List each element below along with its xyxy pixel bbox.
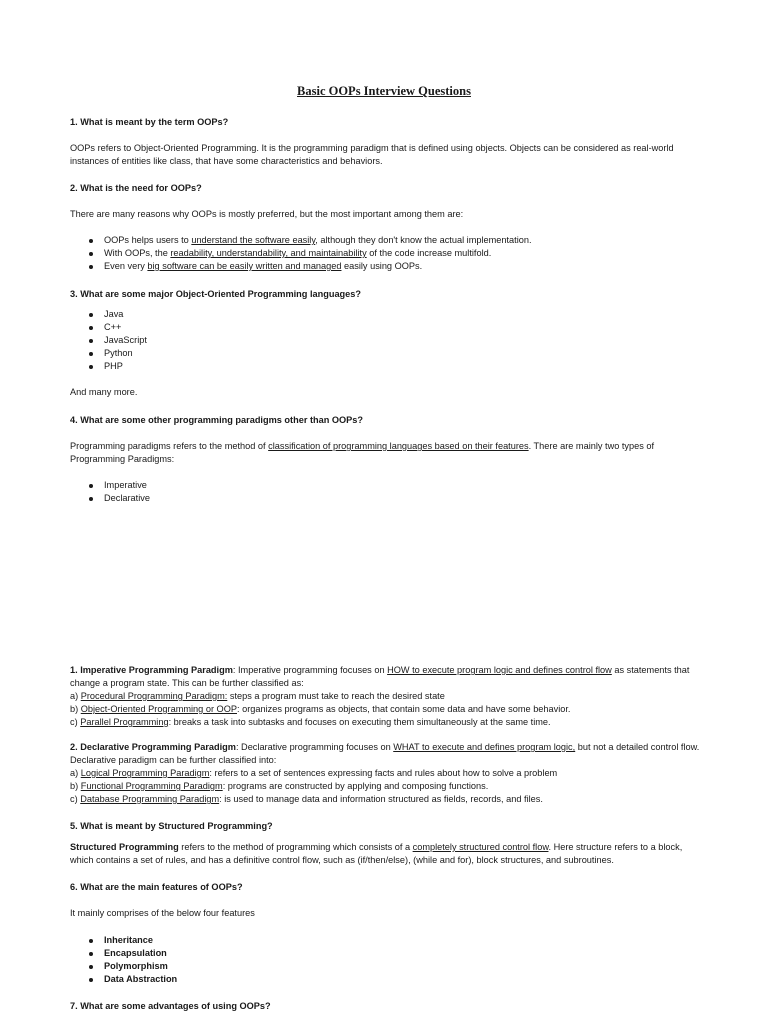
link[interactable]: Database Programming Paradigm [80, 794, 220, 804]
answer-4-intro: Programming paradigms refers to the method of classification of programming languages based on their features. There are mainly two types of Programming Paradigms: [70, 441, 655, 464]
question-2: 2. What is the need for OOPs? [70, 183, 202, 193]
list-item: Encapsulation [70, 947, 370, 960]
page-title: Basic OOPs Interview Questions [297, 84, 471, 98]
link[interactable]: big software can be easily written and managed [147, 261, 342, 271]
list-item: PHP [70, 360, 370, 373]
need-for-oops-list [70, 234, 700, 273]
list-item: OOPs helps users to understand the software easily, although they don't know the actual implementation. [70, 234, 700, 247]
list-item: Data Abstraction [70, 973, 370, 986]
answer-2-intro: There are many reasons why OOPs is mostly preferred, but the most important among them are: [70, 209, 464, 219]
link[interactable]: understand the software easily [191, 235, 316, 245]
link[interactable]: readability, understandability, and maintainability [170, 248, 367, 258]
question-3: 3. What are some major Object-Oriented Programming languages? [70, 289, 362, 299]
question-6: 6. What are the main features of OOPs? [70, 882, 243, 892]
imperative-paradigm-section: 1. Imperative Programming Paradigm: Imperative programming focuses on HOW to execute program logic and defines control flow as statements that change a program state. This can be further classified as: a) Procedural Programming Paradigm: steps a program must take to reach the desired state b) Object-Oriented Programming or OOP: organizes programs as objects, that contain some data and have some behavior. c) Parallel Programming: breaks a task into subtasks and focuses on executing them simultaneously at the same time. [70, 665, 690, 727]
list-item: Even very big software can be easily written and managed easily using OOPs. [70, 260, 700, 273]
link[interactable]: classification of programming languages based on their features [268, 441, 529, 451]
answer-5: Structured Programming refers to the method of programming which consists of a completely structured control flow. Here structure refers to a block, which contains a set of rules, and has a definitive control flow, such as (if/then/else), (while and for), block structures, and subroutines. [70, 842, 683, 865]
list-item: Inheritance [70, 934, 370, 947]
list-item: Polymorphism [70, 960, 370, 973]
languages-list [70, 308, 370, 373]
languages-outro: And many more. [70, 387, 138, 397]
list-item: Python [70, 347, 370, 360]
link[interactable]: HOW to execute program logic and defines control flow [387, 665, 612, 675]
answer-1: OOPs refers to Object-Oriented Programming. It is the programming paradigm that is defined using objects. Objects can be considered as real-world instances of entities like class, that have some characteristics and behaviors. [70, 143, 674, 166]
list-item: Java [70, 308, 370, 321]
answer-6-intro: It mainly comprises of the below four features [70, 908, 255, 918]
question-1: 1. What is meant by the term OOPs? [70, 117, 229, 127]
link[interactable]: Parallel Programming [80, 717, 169, 727]
link[interactable]: Logical Programming Paradigm [80, 768, 210, 778]
link[interactable]: Object-Oriented Programming or OOP [80, 704, 237, 714]
link[interactable]: WHAT to execute and defines program logic, [393, 742, 576, 752]
list-item: Imperative [70, 479, 370, 492]
declarative-heading: 2. Declarative Programming Paradigm [70, 742, 236, 752]
imperative-heading: 1. Imperative Programming Paradigm [70, 665, 233, 675]
question-4: 4. What are some other programming paradigms other than OOPs? [70, 415, 364, 425]
link[interactable]: completely structured control flow [412, 842, 549, 852]
link[interactable]: Functional Programming Paradigm [80, 781, 223, 791]
link[interactable]: Procedural Programming Paradigm: [80, 691, 228, 701]
paradigm-types-list [70, 479, 370, 505]
list-item: With OOPs, the readability, understandability, and maintainability of the code increase multifold. [70, 247, 700, 260]
question-5: 5. What is meant by Structured Programming? [70, 821, 273, 831]
list-item: Declarative [70, 492, 370, 505]
question-7: 7. What are some advantages of using OOPs? [70, 1001, 271, 1011]
list-item: JavaScript [70, 334, 370, 347]
declarative-paradigm-section: 2. Declarative Programming Paradigm: Declarative programming focuses on WHAT to execute and defines program logic, but not a detailed control flow. Declarative paradigm can be further classified into: a) Logical Programming Paradigm: refers to a set of sentences expressing facts and rules about how to solve a problem b) Functional Programming Paradigm: programs are constructed by applying and composing functions. c) Database Programming Paradigm: is used to manage data and information structured as fields, records, and files. [70, 742, 700, 804]
list-item: C++ [70, 321, 370, 334]
features-list [70, 934, 370, 986]
